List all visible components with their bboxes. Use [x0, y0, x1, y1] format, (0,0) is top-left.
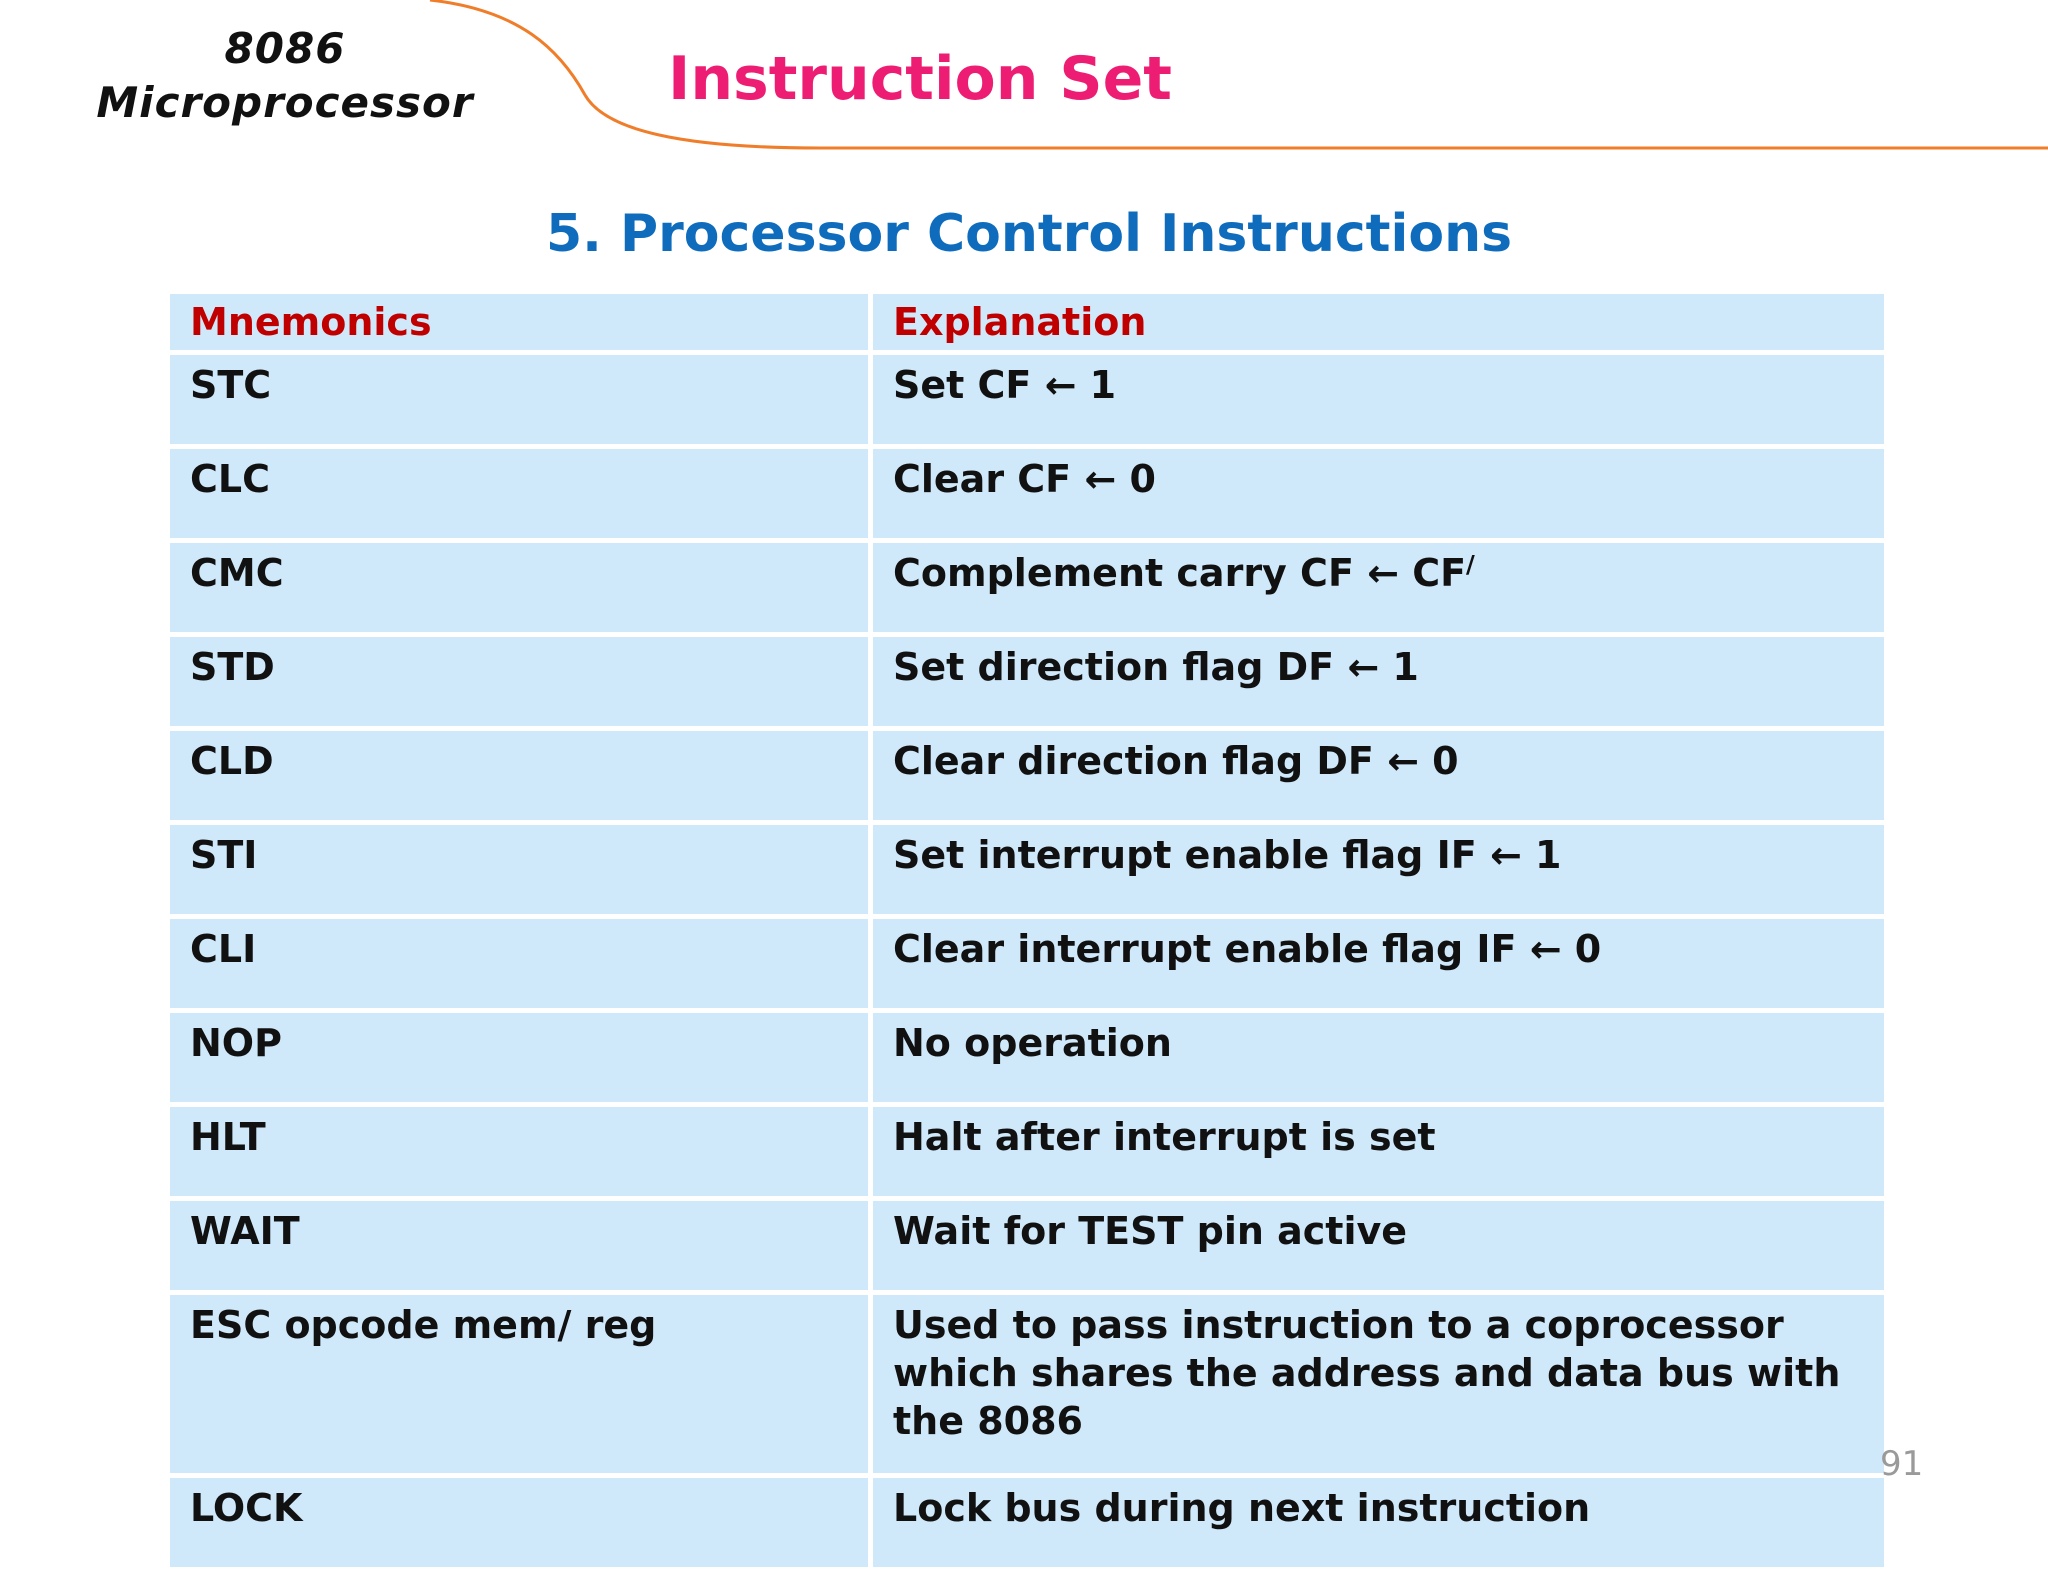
explanation-text: Set CF ← 1 — [893, 363, 1117, 407]
mnemonic-cell: CLD — [168, 729, 871, 823]
explanation-text: Complement carry CF ← CF — [893, 551, 1467, 595]
table-row — [168, 447, 1887, 541]
instruction-table — [165, 289, 1889, 1572]
table-row — [168, 1105, 1887, 1199]
explanation-cell — [871, 447, 1887, 541]
column-header-explanation: Explanation — [871, 292, 1887, 353]
brand-line-1: 8086 — [224, 24, 346, 73]
explanation-cell — [871, 823, 1887, 917]
page-number: 91 — [1880, 1444, 1924, 1484]
explanation-text: No operation — [893, 1021, 1172, 1065]
explanation-text: Clear CF ← 0 — [893, 457, 1156, 501]
mnemonic-cell: STI — [168, 823, 871, 917]
column-header-mnemonics: Mnemonics — [168, 292, 871, 353]
table-row — [168, 541, 1887, 635]
explanation-text: Used to pass instruction to a coprocessor which shares the address and data bus with the 8086 — [893, 1303, 1841, 1443]
explanation-cell — [871, 1105, 1887, 1199]
explanation-cell — [871, 1476, 1887, 1570]
mnemonic-cell: CMC — [168, 541, 871, 635]
explanation-text: Lock bus during next instruction — [893, 1486, 1591, 1530]
mnemonic-cell: CLI — [168, 917, 871, 1011]
explanation-superscript: / — [1466, 550, 1475, 579]
brand-logo-text — [60, 22, 510, 130]
mnemonic-cell: CLC — [168, 447, 871, 541]
table-row — [168, 1199, 1887, 1293]
explanation-cell — [871, 1293, 1887, 1476]
table-row — [168, 729, 1887, 823]
table-row — [168, 1293, 1887, 1476]
table-row — [168, 823, 1887, 917]
explanation-cell — [871, 1011, 1887, 1105]
table-row — [168, 1011, 1887, 1105]
section-title: 5. Processor Control Instructions — [545, 204, 1513, 264]
mnemonic-cell: ESC opcode mem/ reg — [168, 1293, 871, 1476]
explanation-text: Halt after interrupt is set — [893, 1115, 1436, 1159]
table-row — [168, 353, 1887, 447]
mnemonic-cell: WAIT — [168, 1199, 871, 1293]
explanation-text: Set direction flag DF ← 1 — [893, 645, 1419, 689]
mnemonic-cell: HLT — [168, 1105, 871, 1199]
table-header-row — [168, 292, 1887, 353]
explanation-cell — [871, 729, 1887, 823]
mnemonic-cell: LOCK — [168, 1476, 871, 1570]
explanation-text: Clear interrupt enable flag IF ← 0 — [893, 927, 1602, 971]
explanation-text: Clear direction flag DF ← 0 — [893, 739, 1459, 783]
table-row — [168, 1476, 1887, 1570]
explanation-cell — [871, 917, 1887, 1011]
mnemonic-cell: STC — [168, 353, 871, 447]
explanation-text: Set interrupt enable flag IF ← 1 — [893, 833, 1562, 877]
table-row — [168, 635, 1887, 729]
explanation-cell — [871, 353, 1887, 447]
explanation-cell — [871, 541, 1887, 635]
slide-title: Instruction Set — [668, 44, 1172, 114]
explanation-cell — [871, 635, 1887, 729]
mnemonic-cell: NOP — [168, 1011, 871, 1105]
mnemonic-cell: STD — [168, 635, 871, 729]
explanation-cell — [871, 1199, 1887, 1293]
table-row — [168, 917, 1887, 1011]
explanation-text: Wait for TEST pin active — [893, 1209, 1408, 1253]
brand-line-2: Microprocessor — [96, 78, 474, 127]
